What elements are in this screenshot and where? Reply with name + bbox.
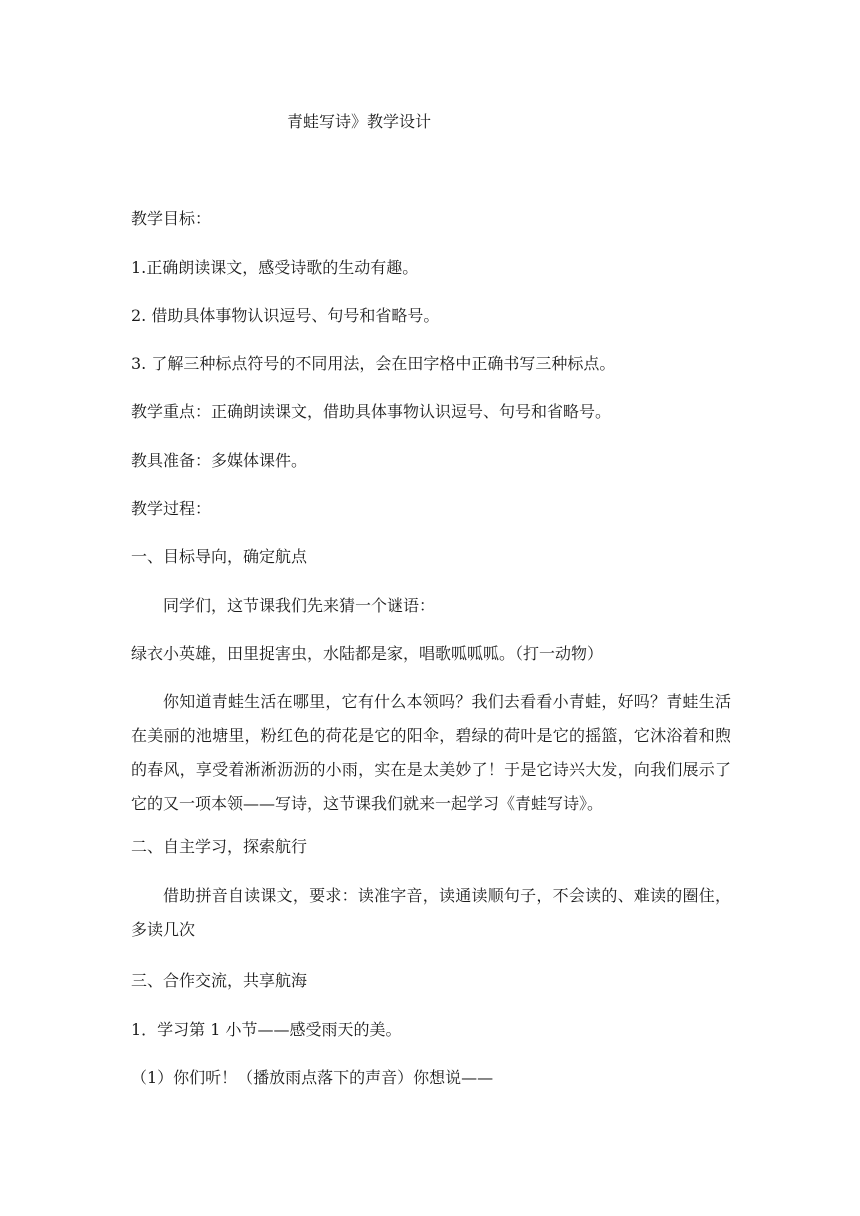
objectives-heading: 教学目标： [131, 209, 212, 228]
section-2-paragraph: 借助拼音自读课文，要求：读准字音，读通读顺句子，不会读的、难读的圈住，多读几次 [131, 886, 731, 939]
section-1-intro: 同学们，这节课我们先来猜一个谜语： [163, 596, 436, 615]
section-2-heading: 二、自主学习，探索航行 [131, 837, 308, 856]
step-1-sub-1: （1）你们听！（播放雨点落下的声音）你想说—— [131, 1068, 494, 1087]
riddle-text: 绿衣小英雄，田里捉害虫，水陆都是家，唱歌呱呱呱。（打一动物） [131, 644, 604, 663]
process-heading: 教学过程： [131, 499, 212, 518]
materials: 教具准备：多媒体课件。 [131, 451, 308, 470]
section-3-heading: 三、合作交流，共享航海 [131, 971, 308, 990]
objective-item-2: 2. 借助具体事物认识逗号、句号和省略号。 [131, 306, 440, 325]
document-title: 青蛙写诗》教学设计 [287, 112, 432, 131]
objective-item-3: 3. 了解三种标点符号的不同用法，会在田字格中正确书写三种标点。 [131, 354, 616, 373]
objective-item-1: 1.正确朗读课文，感受诗歌的生动有趣。 [131, 258, 419, 277]
section-1-heading: 一、目标导向，确定航点 [131, 547, 308, 566]
key-points: 教学重点：正确朗读课文，借助具体事物认识逗号、句号和省略号。 [131, 402, 612, 421]
section-1-paragraph: 你知道青蛙生活在哪里，它有什么本领吗？我们去看看小青蛙，好吗？青蛙生活在美丽的池塘里，粉红色的荷花是它的阳伞，碧绿的荷叶是它的摇篮，它沐浴着和煦的春风，享受着淅淅沥沥的小雨，实在是太美妙了！于是它诗兴大发，向我们展示了它的又一项本领——写诗，这节课我们就来一起学习《青蛙写诗》。 [131, 692, 731, 813]
step-1: 1．学习第 1 小节——感受雨天的美。 [131, 1020, 402, 1039]
